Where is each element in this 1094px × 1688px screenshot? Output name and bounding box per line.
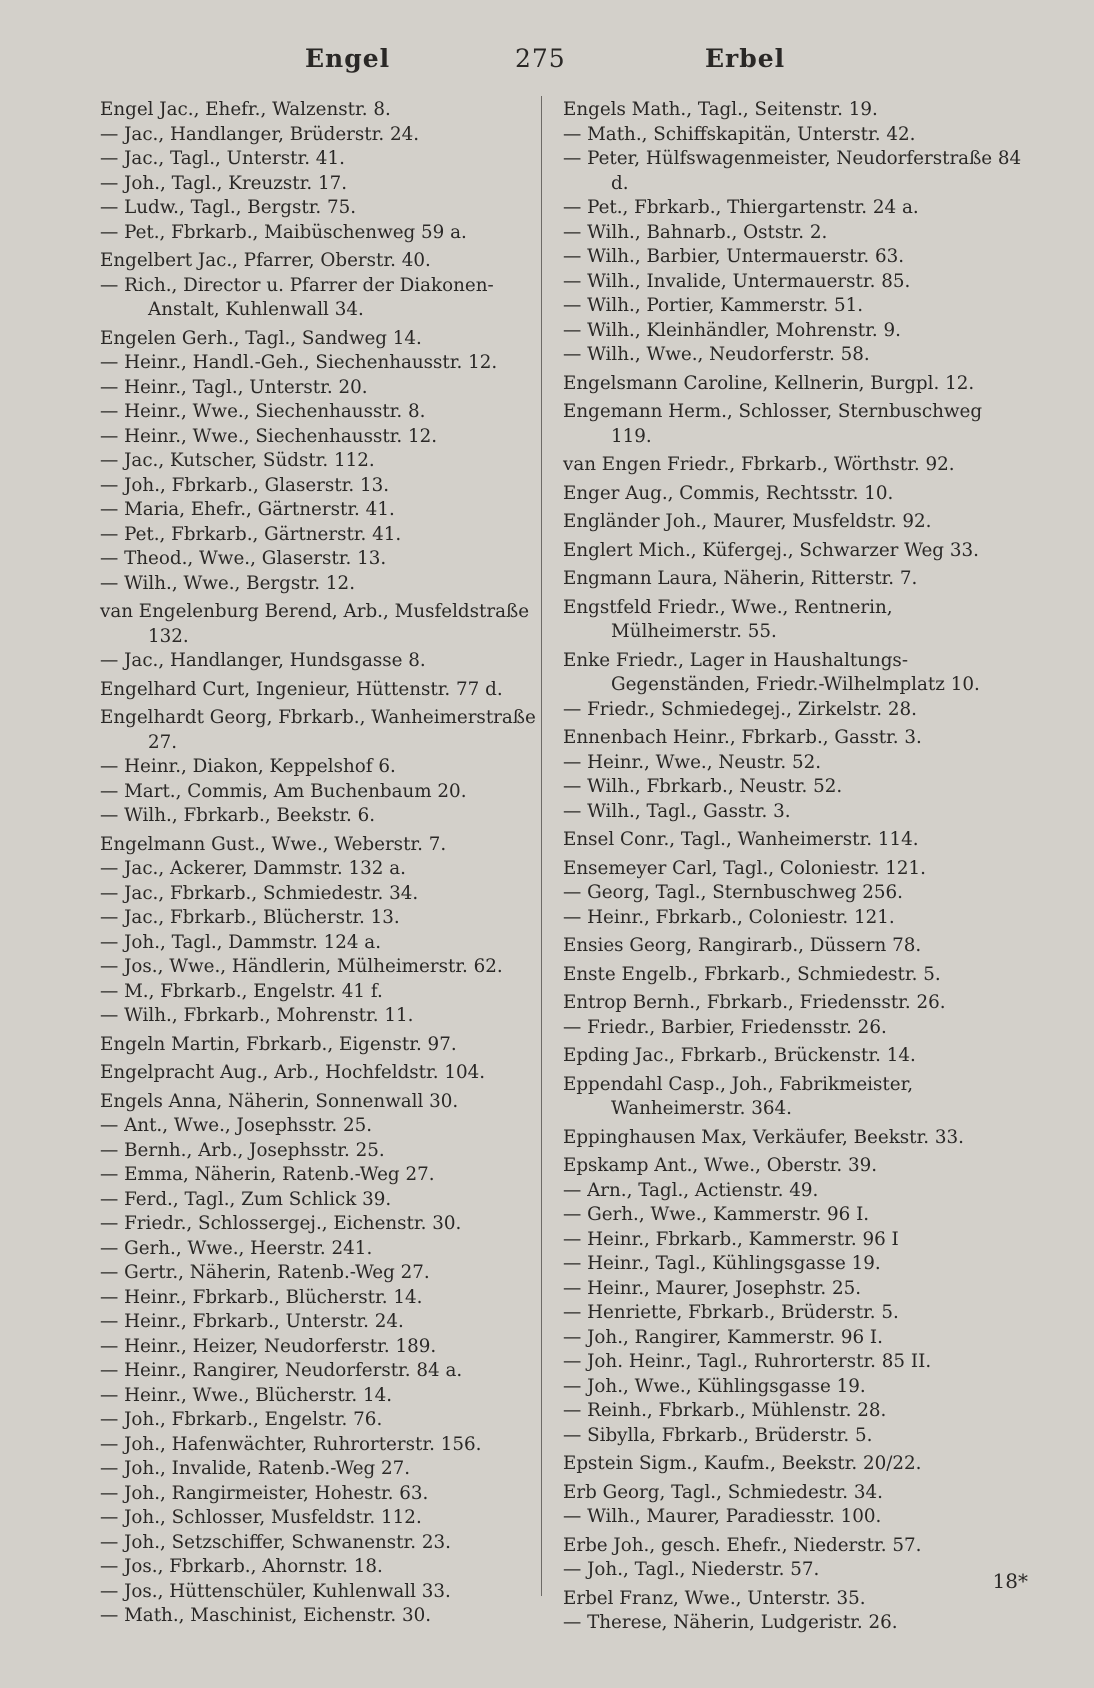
directory-entry: — Wilh., Invalide, Untermauerstr. 85. — [563, 270, 911, 292]
directory-entry: — Heinr., Rangirer, Neudorferstr. 84 a. — [100, 1360, 463, 1381]
directory-entry: — Friedr., Barbier, Friedensstr. 26. — [563, 1016, 887, 1038]
directory-entry: — Jac., Handlanger, Brüderstr. 24. — [100, 123, 420, 145]
directory-entry: — Heinr., Wwe., Siechenhausstr. 8. — [100, 401, 426, 422]
directory-entry: Engelsmann Caroline, Kellnerin, Burgpl. 12. — [563, 372, 975, 394]
directory-entry: — Heinr., Wwe., Siechenhausstr. 12. — [100, 425, 438, 447]
directory-entry: Ennenbach Heinr., Fbrkarb., Gasstr. 3. — [563, 727, 922, 748]
directory-entry: Engelbert Jac., Pfarrer, Oberstr. 40. — [100, 250, 431, 271]
directory-entry: — Jac., Kutscher, Südstr. 112. — [100, 450, 375, 471]
directory-entry: — Heinr., Heizer, Neudorferstr. 189. — [100, 1335, 437, 1357]
directory-entry: — Joh., Tagl., Kreuzstr. 17. — [100, 172, 348, 194]
directory-entry: — Jos., Fbrkarb., Ahornstr. 18. — [100, 1556, 383, 1577]
directory-entry: Engelen Gerh., Tagl., Sandweg 14. — [100, 327, 422, 349]
left-column — [100, 98, 562, 1629]
directory-entry: — Gertr., Näherin, Ratenb.-Weg 27. — [100, 1262, 430, 1283]
directory-entry: — Ludw., Tagl., Bergstr. 75. — [100, 197, 357, 218]
directory-entry: Engels Anna, Näherin, Sonnenwall 30. — [100, 1090, 459, 1112]
directory-entry: — Heinr., Diakon, Keppelshof 6. — [100, 756, 396, 777]
directory-entry: — Ant., Wwe., Josephsstr. 25. — [100, 1115, 373, 1136]
column-divider — [541, 96, 542, 1596]
directory-entry: — Pet., Fbrkarb., Thiergartenstr. 24 a. — [563, 197, 919, 218]
directory-entry: — Reinh., Fbrkarb., Mühlenstr. 28. — [563, 1400, 887, 1421]
directory-entry: Erbe Joh., gesch. Ehefr., Niederstr. 57. — [563, 1534, 922, 1556]
directory-entry: — Heinr., Fbrkarb., Unterstr. 24. — [100, 1311, 404, 1332]
directory-entry: — Wilh., Fbrkarb., Mohrenstr. 11. — [100, 1005, 414, 1026]
directory-entry: — Arn., Tagl., Actienstr. 49. — [563, 1179, 819, 1201]
directory-entry: — Joh., Invalide, Ratenb.-Weg 27. — [100, 1458, 411, 1479]
directory-entry: — Heinr., Wwe., Blücherstr. 14. — [100, 1384, 393, 1406]
directory-entry: — Maria, Ehefr., Gärtnerstr. 41. — [100, 499, 395, 520]
directory-entry: — Heinr., Tagl., Kühlingsgasse 19. — [563, 1253, 881, 1274]
directory-entry: — Jos., Wwe., Händlerin, Mülheimerstr. 62. — [100, 956, 503, 977]
directory-entry: — Wilh., Fbrkarb., Neustr. 52. — [563, 776, 843, 797]
directory-entry: Epding Jac., Fbrkarb., Brückenstr. 14. — [563, 1045, 916, 1066]
directory-entry: — M., Fbrkarb., Engelstr. 41 f. — [100, 980, 383, 1002]
directory-entry: — Joh., Setzschiffer, Schwanenstr. 23. — [100, 1531, 451, 1553]
directory-entry: Englert Mich., Küfergej., Schwarzer Weg 33. — [563, 539, 979, 561]
directory-entry: — Joh., Tagl., Dammstr. 124 a. — [100, 931, 382, 953]
page-number: 275 — [515, 44, 566, 73]
header-left-word: Engel — [305, 44, 391, 73]
directory-entry: — Joh., Rangirmeister, Hohestr. 63. — [100, 1482, 429, 1504]
directory-entry: Engels Math., Tagl., Seitenstr. 19. — [563, 99, 878, 120]
directory-entry: — Therese, Näherin, Ludgeristr. 26. — [563, 1612, 898, 1633]
directory-entry: — Wilh., Kleinhändler, Mohrenstr. 9. — [563, 319, 901, 341]
directory-entry: — Joh., Fbrkarb., Glaserstr. 13. — [100, 474, 390, 496]
directory-entry: — Georg, Tagl., Sternbuschweg 256. — [563, 882, 903, 903]
directory-entry: — Heinr., Tagl., Unterstr. 20. — [100, 376, 368, 398]
directory-entry: — Wilh., Tagl., Gasstr. 3. — [563, 800, 791, 822]
directory-entry: Engelhard Curt, Ingenieur, Hüttenstr. 77 d. — [100, 678, 503, 700]
directory-entry: — Jac., Fbrkarb., Schmiedestr. 34. — [100, 882, 419, 904]
directory-entry: — Wilh., Wwe., Bergstr. 12. — [100, 572, 355, 594]
directory-entry: — Friedr., Schmiedegej., Zirkelstr. 28. — [563, 698, 917, 720]
directory-entry: — Jac., Fbrkarb., Blücherstr. 13. — [100, 907, 400, 928]
directory-entry: — Heinr., Fbrkarb., Kammerstr. 96 I — [563, 1228, 899, 1250]
directory-entry: van Engen Friedr., Fbrkarb., Wörthstr. 92. — [563, 454, 955, 475]
directory-entry: Engeln Martin, Fbrkarb., Eigenstr. 97. — [100, 1033, 457, 1055]
directory-entry: — Math., Schiffskapitän, Unterstr. 42. — [563, 123, 916, 145]
directory-entry: Enste Engelb., Fbrkarb., Schmiedestr. 5. — [563, 963, 941, 985]
directory-entry: — Heinr., Fbrkarb., Coloniestr. 121. — [563, 906, 895, 928]
directory-entry: — Heinr., Handl.-Geh., Siechenhausstr. 12. — [100, 352, 498, 373]
directory-entry: Ensel Conr., Tagl., Wanheimerstr. 114. — [563, 829, 919, 850]
directory-entry: — Pet., Fbrkarb., Maibüschenweg 59 a. — [100, 221, 467, 243]
directory-entry: — Gerh., Wwe., Kammerstr. 96 I. — [563, 1204, 870, 1225]
directory-entry: Engländer Joh., Maurer, Musfeldstr. 92. — [563, 511, 932, 532]
directory-entry: — Bernh., Arb., Josephsstr. 25. — [100, 1139, 385, 1161]
directory-entry: Engstfeld Friedr., Wwe., Rentnerin, Mülheimerstr. 55. — [563, 596, 893, 642]
directory-entry: — Friedr., Schlossergej., Eichenstr. 30. — [100, 1213, 462, 1234]
directory-entry: — Pet., Fbrkarb., Gärtnerstr. 41. — [100, 523, 402, 545]
directory-entry: Ensemeyer Carl, Tagl., Coloniestr. 121. — [563, 857, 926, 879]
directory-entry: — Wilh., Maurer, Paradiesstr. 100. — [563, 1506, 882, 1527]
directory-entry: — Joh., Rangirer, Kammerstr. 96 I. — [563, 1326, 883, 1348]
directory-entry: Epskamp Ant., Wwe., Oberstr. 39. — [563, 1155, 878, 1176]
directory-entry: — Joh., Tagl., Niederstr. 57. — [563, 1559, 820, 1580]
directory-entry: — Heinr., Wwe., Neustr. 52. — [563, 751, 822, 773]
directory-entry: — Peter, Hülfswagenmeister, Neudorferstraße 84 d. — [563, 148, 1022, 194]
directory-entry: — Joh., Hafenwächter, Ruhrorterstr. 156. — [100, 1433, 482, 1455]
directory-entry: — Wilh., Wwe., Neudorferstr. 58. — [563, 344, 870, 365]
directory-entry: — Jac., Handlanger, Hundsgasse 8. — [100, 650, 426, 671]
directory-entry: — Gerh., Wwe., Heerstr. 241. — [100, 1237, 373, 1259]
directory-entry: — Heinr., Maurer, Josephstr. 25. — [563, 1277, 862, 1299]
directory-entry: Erb Georg, Tagl., Schmiedestr. 34. — [563, 1481, 883, 1503]
directory-entry: — Math., Maschinist, Eichenstr. 30. — [100, 1605, 432, 1626]
directory-entry: — Wilh., Barbier, Untermauerstr. 63. — [563, 246, 905, 267]
directory-entry: — Joh., Wwe., Kühlingsgasse 19. — [563, 1375, 866, 1397]
directory-entry: — Rich., Director u. Pfarrer der Diakonen-Anstalt, Kuhlenwall 34. — [100, 274, 494, 320]
directory-entry: Ensies Georg, Rangirarb., Düssern 78. — [563, 935, 922, 956]
directory-entry: — Wilh., Portier, Kammerstr. 51. — [563, 295, 864, 316]
directory-entry: Engelhardt Georg, Fbrkarb., Wanheimerstraße 27. — [100, 707, 536, 753]
directory-entry: van Engelenburg Berend, Arb., Musfeldstraße 132. — [100, 601, 530, 647]
directory-entry: Engel Jac., Ehefr., Walzenstr. 8. — [100, 99, 391, 120]
directory-entry: Enger Aug., Commis, Rechtsstr. 10. — [563, 482, 894, 504]
directory-entry: — Emma, Näherin, Ratenb.-Weg 27. — [100, 1164, 435, 1185]
directory-entry: — Theod., Wwe., Glaserstr. 13. — [100, 548, 387, 569]
directory-entry: — Ferd., Tagl., Zum Schlick 39. — [100, 1188, 392, 1210]
directory-entry: Entrop Bernh., Fbrkarb., Friedensstr. 26. — [563, 992, 946, 1013]
directory-entry: — Mart., Commis, Am Buchenbaum 20. — [100, 780, 467, 802]
directory-entry: — Joh., Schlosser, Musfeldstr. 112. — [100, 1507, 422, 1528]
directory-entry: — Henriette, Fbrkarb., Brüderstr. 5. — [563, 1302, 899, 1323]
right-column — [563, 98, 1025, 1636]
directory-entry: Engelmann Gust., Wwe., Weberstr. 7. — [100, 833, 447, 855]
directory-entry: — Joh., Fbrkarb., Engelstr. 76. — [100, 1409, 383, 1430]
directory-entry: Epstein Sigm., Kaufm., Beekstr. 20/22. — [563, 1453, 922, 1474]
directory-entry: Engmann Laura, Näherin, Ritterstr. 7. — [563, 568, 918, 589]
directory-entry: Enke Friedr., Lager in Haushaltungs-Gegenständen, Friedr.-Wilhelmplatz 10. — [563, 649, 980, 695]
header-right-word: Erbel — [705, 44, 786, 73]
directory-entry: — Jac., Tagl., Unterstr. 41. — [100, 148, 345, 169]
directory-entry: — Jos., Hüttenschüler, Kuhlenwall 33. — [100, 1580, 451, 1602]
directory-entry: Engelpracht Aug., Arb., Hochfeldstr. 104. — [100, 1062, 486, 1083]
directory-entry: — Sibylla, Fbrkarb., Brüderstr. 5. — [563, 1424, 873, 1446]
directory-entry: — Heinr., Fbrkarb., Blücherstr. 14. — [100, 1286, 423, 1308]
directory-entry: — Wilh., Fbrkarb., Beekstr. 6. — [100, 805, 376, 826]
directory-entry: — Joh. Heinr., Tagl., Ruhrorterstr. 85 II. — [563, 1351, 932, 1372]
directory-entry: Erbel Franz, Wwe., Unterstr. 35. — [563, 1587, 866, 1609]
directory-entry: Eppendahl Casp., Joh., Fabrikmeister, Wanheimerstr. 364. — [563, 1073, 914, 1119]
directory-entry: Engemann Herm., Schlosser, Sternbuschweg 119. — [563, 401, 983, 447]
directory-entry: — Jac., Ackerer, Dammstr. 132 a. — [100, 858, 406, 879]
directory-entry: — Wilh., Bahnarb., Oststr. 2. — [563, 221, 828, 243]
signature-mark: 18* — [992, 1569, 1028, 1593]
directory-entry: Eppinghausen Max, Verkäufer, Beekstr. 33. — [563, 1126, 964, 1148]
